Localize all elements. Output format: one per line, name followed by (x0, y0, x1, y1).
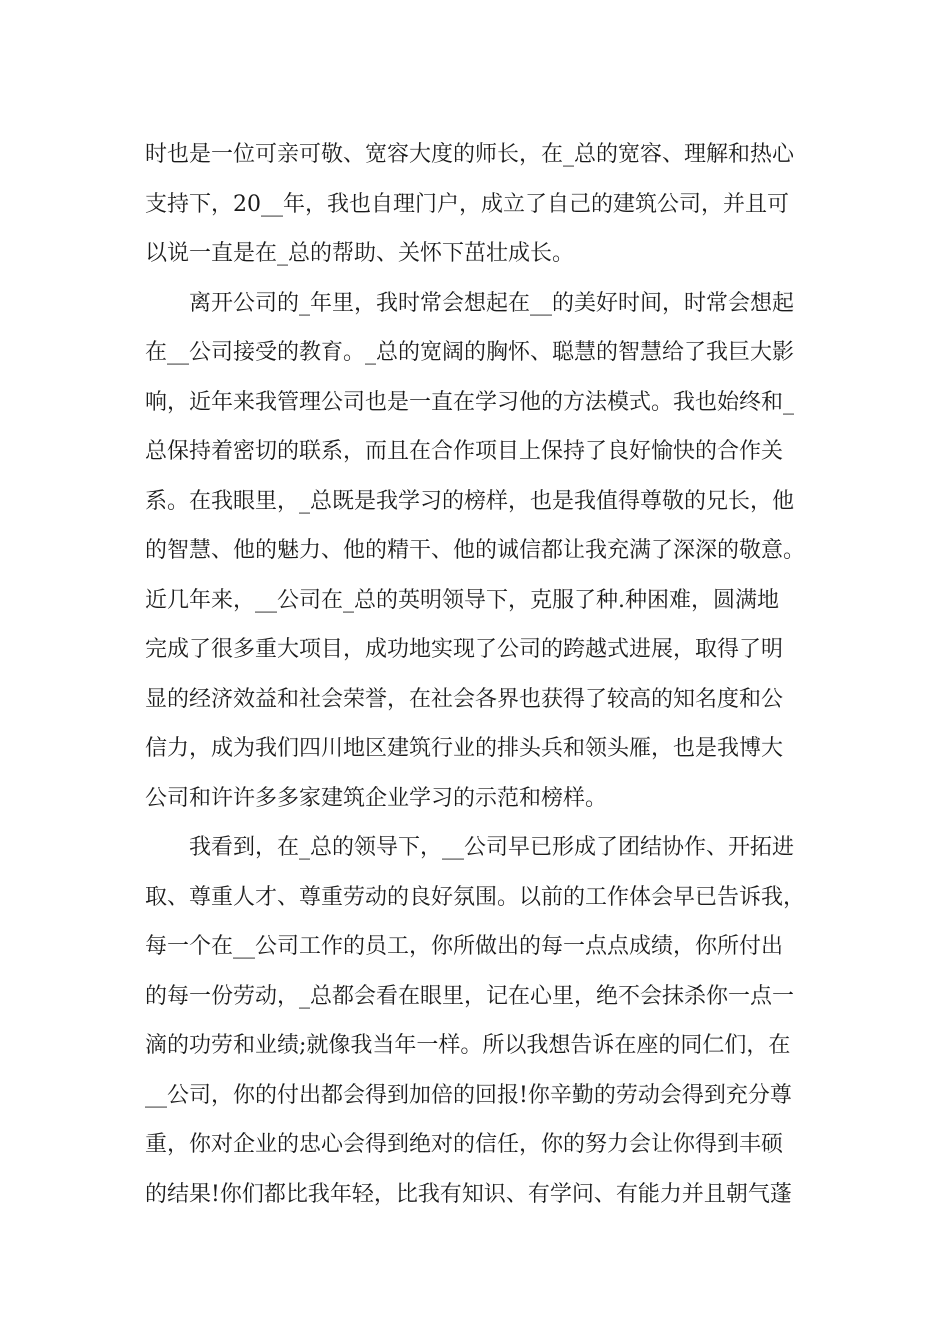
text-line: 滴的功劳和业绩;就像我当年一样。所以我想告诉在座的同仁们，在 (145, 1033, 791, 1058)
document-body (145, 130, 825, 1219)
text-line: 显的经济效益和社会荣誉，在社会各界也获得了较高的知名度和公 (145, 686, 784, 712)
text-line: 近几年来，__公司在_总的英明领导下，克服了种.种困难，圆满地 (145, 587, 779, 613)
text-line: 公司和许许多多家建筑企业学习的示范和榜样。 (145, 785, 608, 811)
text-line: 的结果!你们都比我年轻，比我有知识、有学问、有能力并且朝气蓬 (145, 1181, 792, 1207)
text-line: 信力，成为我们四川地区建筑行业的排头兵和领头雁，也是我博大 (145, 736, 784, 761)
paragraph-first-line: 我看到，在_总的领导下，__公司早已形成了团结协作、开拓进 (189, 835, 795, 860)
paragraph-first-line: 离开公司的_年里，我时常会想起在__的美好时间，时常会想起 (189, 290, 795, 316)
text-line: 在__公司接受的教育。_总的宽阔的胸怀、聪慧的智慧给了我巨大影 (145, 340, 795, 365)
text-line: 重，你对企业的忠心会得到绝对的信任，你的努力会让你得到丰硕 (145, 1132, 784, 1157)
text-line: 的每一份劳动，_总都会看在眼里，记在心里，绝不会抹杀你一点一 (145, 983, 795, 1009)
text-line: __公司，你的付出都会得到加倍的回报!你辛勤的劳动会得到充分尊 (145, 1082, 792, 1108)
text-line: 完成了很多重大项目，成功地实现了公司的跨越式进展，取得了明 (145, 637, 784, 662)
text-line: 总保持着密切的联系，而且在合作项目上保持了良好愉快的合作关 (145, 439, 784, 464)
text-line: 每一个在__公司工作的员工，你所做出的每一点点成绩，你所付出 (145, 934, 784, 959)
text-line: 时也是一位可亲可敬、宽容大度的师长，在_总的宽容、理解和热心 (145, 142, 795, 167)
text-line: 支持下，20__年，我也自理门户，成立了自己的建筑公司，并且可 (145, 191, 789, 217)
text-line: 系。在我眼里，_总既是我学习的榜样，也是我值得尊敬的兄长，他 (145, 488, 795, 514)
text-line: 取、尊重人才、尊重劳动的良好氛围。以前的工作体会早已告诉我， (145, 884, 806, 910)
text-line: 的智慧、他的魅力、他的精干、他的诚信都让我充满了深深的敬意。 (145, 538, 806, 563)
text-line: 响，近年来我管理公司也是一直在学习他的方法模式。我也始终和_ (145, 389, 795, 415)
text-line: 以说一直是在_总的帮助、关怀下茁壮成长。 (145, 241, 575, 266)
